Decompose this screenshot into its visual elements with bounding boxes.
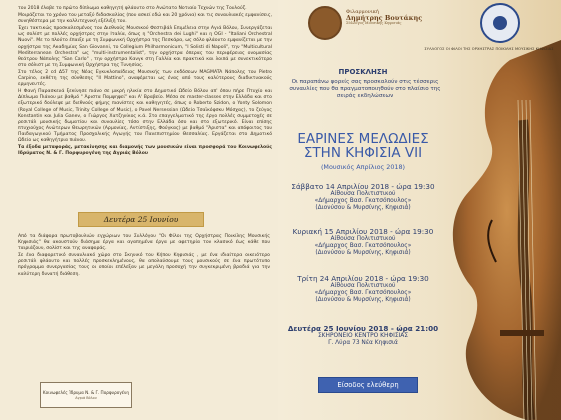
invitation-heading: ΠΡΟΣΚΛΗΣΗ — [338, 68, 388, 76]
right-panel — [278, 0, 561, 420]
orchestra-society-seal-icon — [480, 3, 520, 43]
concert-venue-line-3: (Διονύσου & Μυρσίνης, Κηφισιά) — [315, 205, 411, 212]
bio-paragraph-5: Η Φανή Παρασκευά ξεκίνησε πιάνο σε μικρή ηλικία στο Δημοτικό Ωδείο Βόλου απ' όπου πήρε Πτυχίο και Δίπλωμα Πιάνου με βαθμό " Άριστα Παμψηφεί" και Α' Βραβείο. Μέσα σε master-classes στην Ελλάδα και στο εξωτερικό δούλεψε με διεθνούς φήμης πιανίστες και καθηγητές, όπως ο Roberto Szidon, ο Yonty Solomon (Royal College of Music, Trinity College of Music), ο Pavel Nersessian (Ωδείο Τσαϊκόφσκυ Μόσχας), το ζεύγος Konstantin και Julia Ganev, ο Γιώργος Χατζηνίκος κ.ά. Στο επαγγελματικό της έργο πολλές συμμετοχές σε ρεσιτάλ μουσικής δωματίου και συναυλίες τόσο στην Ελλάδα όσο και στο εξωτερικό. Είναι επίσης πτυχιούχος Ανώτερων Θεωρητικών (Αρμονίας, Αντίστιξης, Φούγκας) με βαθμό "Άριστα" και απόφοιτος του Παιδαγωγικού Τμήματος Προσχολικής Αγωγής του Πανεπιστημίου Θεσσαλίας. Εργάζεται στο Δημοτικό Ωδείο ως καθηγήτρια πιάνου. — [18, 89, 272, 143]
description-paragraph-1: Από τα διάφορα πρωτοβουλιών εγχώριων του Συλλόγου "Οι Φίλοι της Ορχήστρας Ποικίλης Μουσικής Κηφισιάς" θα ακουστούν διάσημα έργα και αγαπημένα έργα με αφετηρία τον κλασικό έως κάθε που ταιριάζουν, σολίστ και της αναφοράς. — [18, 234, 270, 252]
concert-venue-line-1: Αίθουσα Πολιτιστικού — [330, 236, 396, 242]
concert-listing — [278, 274, 448, 305]
concert-venue-line-2: Γ. Λύρα 73 Νέα Κηφισιά — [328, 340, 398, 347]
concert-venue-line-3: (Διονύσου & Μυρσίνης, Κηφισιά) — [315, 297, 411, 304]
event-title-line-1: ΕΑΡΙΝΕΣ ΜΕΛΩΔΙΕΣ — [297, 131, 429, 147]
concert-venue-line-2: «Δήμαρχος Βασ. Γκατσόπουλος» — [314, 243, 412, 250]
concert-description — [18, 234, 270, 279]
concert-date: Δευτέρα 25 Ιουνίου 2018 - ώρα 21:00 — [287, 324, 439, 333]
concert-date: Σάββατο 14 Απριλίου 2018 - ώρα 19:30 — [291, 182, 435, 191]
concert-date: Τρίτη 24 Απριλίου 2018 - ώρα 19:30 — [297, 274, 429, 283]
concert-date: Κυριακή 15 Απριλίου 2018 - ώρα 19:30 — [292, 227, 434, 236]
bio-paragraph-1: του 2018 έλαβε το πρώτο δίπλωμα καθηγητή φλάουτο στο Ανώτατο Νοτιαίο Τεχνών της Τουλούζ. — [18, 6, 247, 11]
bio-paragraph-4: Στο τέλος 2 cd Δ57 της Νέας Εγκυκλοπαίδειας Μουσικής των εκδόσεων MAGMATA Νάπολης του Pietro Carpino, εκθέτη της σύνθεσης "Il Mattino", αναφέρεται ως ένας από τους καλύτερους διαδικτυακούς ερμηνευτές. — [18, 69, 272, 88]
concert-listing — [278, 227, 448, 258]
concert-venue-line-2: «Δήμαρχος Βασ. Γκατσόπουλος» — [314, 198, 412, 205]
event-title-line-2: ΣΤΗΝ ΚΗΦΙΣΙΑ VII — [303, 145, 423, 161]
concert-venue-line-1: Αίθουσα Πολιτιστικού — [330, 283, 396, 289]
description-paragraph-2: Σε ένα διαφορετικό συναυλιακό χώρο στο Σκηνικό του Κήπου Κηφισιάς , με ένα ιδιαίτερα οικειότερο ρεσιτάλ φλάουτο και πολλές προσκεκλημένους, θα απολαύσουμε τους μουσικούς σε ένα πρωτότυπο πρόγραμμα συνεργασίας τους οι οποίοι επέλεξαν με μεγάλη προσοχή την συγκεκριμένη βραδιά για την καλύτερη δυνατή διάθεση. — [18, 253, 270, 277]
concert-venue-line-1: ΣΚΗΡΟΝΕΙΟ ΚΕΝΤΡΟ ΚΗΦΙΣΙΑΣ — [317, 333, 409, 339]
sponsor-logo-place: Αγριά Βόλου — [75, 396, 97, 400]
sponsor-logo-name: Κοινωφελές Ίδρυμα Ν. & Γ. Πορφυρογένη — [42, 390, 130, 395]
event-subtitle: (Μουσικός Απρίλιος 2018) — [320, 163, 406, 171]
philharmonic-logo-text — [346, 10, 422, 27]
date-banner: Δευτέρα 25 Ιουνίου — [78, 212, 204, 227]
bio-paragraph-3: Έχει τακτικώς προσκαλεσμένος του Διεθνούς Μουσικού Φεστιβάλ Επιμέλεια στην Αγιά Βόλου, Συνεργάζεται ως σολίστ με πολλές ορχήστρες στην Ιταλία, όπως η "Orchestra dei Lughi" και η OGI - "Italiani Orchestral Nuovi". Με το πλούτο έπαιξε με τη Συμφωνική Ορχήστρα της Πεσκάρα, ως σόλο φλάουτο εμφανίζεται με την ορχήστρα της Ακαδημίας San Giovanni, το Collegium Philharmonicum, "I Solisti di Napoli", την "Multicultural Mediterranean Orchestra" ως "multi-instrumentalist", την ορχήστρα όπερας του περιφέρειας ονομασίας θεάτρου Νάπολης "San Carlo" , την ορχήστρα Κανγκ στη Γαλλία και πρακτικά και λοιπά με συνεκτικότερο στο σόλιστ με τη Συμφωνική Ορχήστρα της Τυνησίας. — [18, 26, 272, 68]
concert-listing — [278, 324, 448, 347]
concert-venue-line-2: «Δήμαρχος Βασ. Γκατσόπουλος» — [314, 290, 412, 297]
philharmonic-logo-line-1: Φιλαρμονική — [346, 9, 379, 15]
event-title — [278, 132, 448, 160]
free-entry-badge: Είσοδος ελεύθερη — [318, 377, 418, 393]
orchestra-society-caption: ΣΥΛΛΟΓΟΣ ΟΙ ΦΙΛΟΙ ΤΗΣ ΟΡΧΗΣΤΡΑΣ ΠΟΙΚΙΛΗΣ ΜΟΥΣΙΚΗΣ ΚΗΦΙΣΙΑΣ — [424, 47, 554, 51]
concert-venue-line-1: Αίθουσα Πολιτιστικού — [330, 191, 396, 197]
concert-listing — [278, 182, 448, 213]
sponsor-logo — [40, 382, 132, 408]
concert-venue-line-3: (Διονύσου & Μυρσίνης, Κηφισιά) — [315, 250, 411, 257]
bio-paragraph-2: Μοιράζεται το χρόνο του μεταξύ διδασκαλίας (που ασκεί εδώ και 20 χρόνια) και τις συναυλιακές εμφανίσεις, συνηθέστερα με την καλλιτεχνική εξέλιξή του. — [18, 13, 272, 25]
left-panel — [0, 0, 278, 420]
philharmonic-logo — [308, 4, 426, 44]
philharmonic-logo-line-3: Σύλλογος Μουσικής Κηφισιάς — [346, 21, 402, 25]
invitation-text: Οι παραπάνω φορείς σας προσκαλούν στις τέσσερις συναυλίες που θα πραγματοποιηθούν στο πλαίσιο της σειράς εκδηλώσεων — [289, 79, 441, 99]
sponsor-paragraph: Τα έξοδα μεταφοράς, μετακίνησης και διαμονής των μουσικών είναι προσφορά του Κοινωφελούς Ιδρύματος Ν. & Γ. Πορφυρογένη της Αγριάς Βόλου — [18, 145, 272, 157]
philharmonic-emblem-icon — [308, 6, 342, 40]
philharmonic-logo-line-2: Δημήτρης Βουτάκης — [346, 13, 423, 22]
